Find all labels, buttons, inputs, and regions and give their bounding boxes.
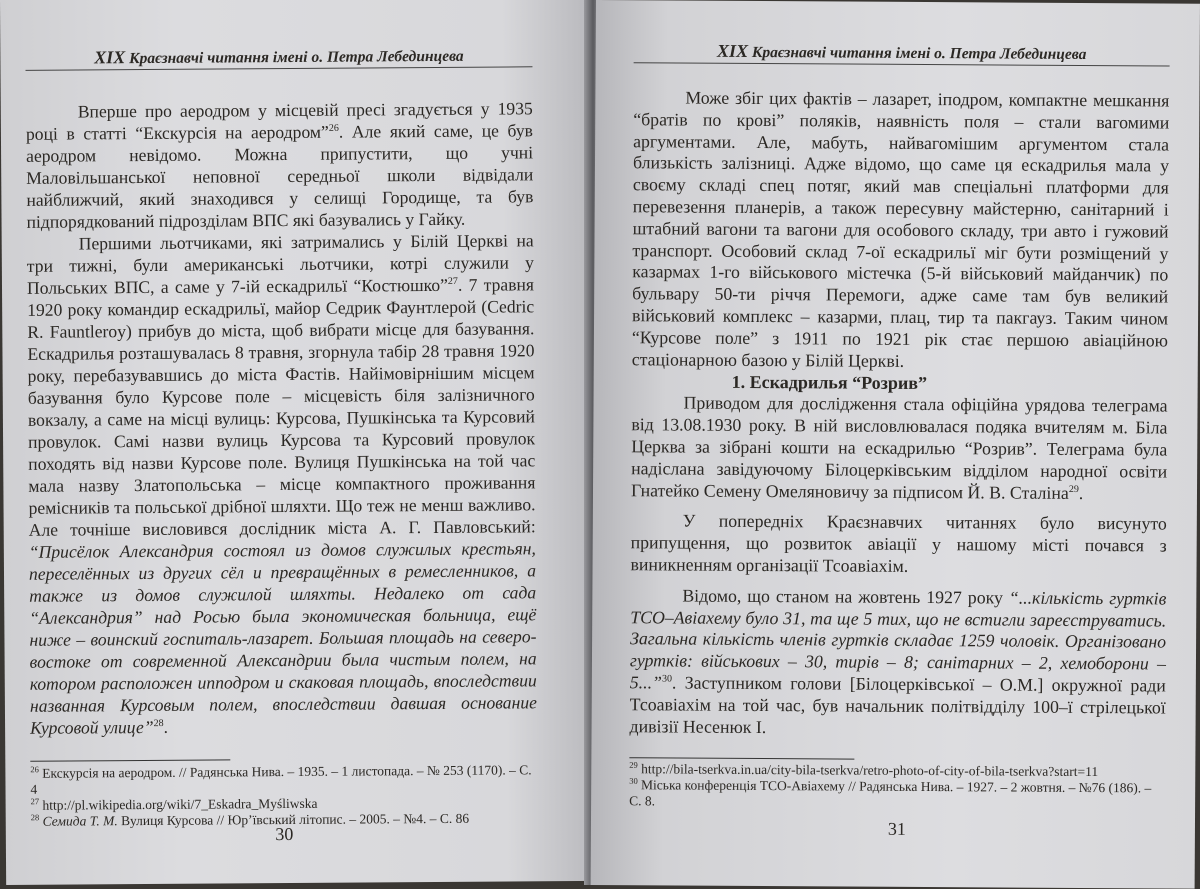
footnote-divider [629,758,854,760]
footnote-reference: 30 [661,673,673,685]
text-run: . [163,716,169,737]
footnote-divider [30,759,230,761]
text-run: Вулиця Курсова // Юр’ївський літопис. – 2005. – №4. – С. 86 [117,810,470,829]
footnote-reference: 29 [1068,483,1079,495]
footnote-reference: 28 [153,718,164,730]
paragraph [630,511,1166,580]
footnotes [629,762,1165,813]
text-run: Вперше про аеродром у місцевій пресі згадується у 1935 році в статті “Екскурсія на аеродром” [25,98,533,144]
text-run: У попередніх Краєзнавчих читаннях було висунуто припущення, що розвиток авіації у нашому місті почався з виникненням організації Тсоавіахім. [630,510,1167,576]
left-page [0,0,596,885]
header-roman-numeral: XIX [94,47,126,68]
text-run: http://pl.wikipedia.org/wiki/7_Eskadra_Myśliwska [39,795,318,813]
footnote-reference: 29 [629,760,638,771]
text-run: http://bila-tserkva.in.ua/city-bila-tserkva/retro-photo-of-city-of-bila-tserkva?start=11 [637,761,1099,780]
text-run: Приводом для дослідження стала офіційна урядова телеграма від 13.08.1930 року. В ній висловлювалася подяка вчителям м. Біла Церква за зібрані кошти на ескадрилью “Розрив”. Телеграма була надіслана завідуючому Білоцерківським відділом народної освіти Гнатейко Семену Омеляновичу за підписом Й. В. Сталіна [630,392,1168,503]
body-text-after-section [629,393,1167,741]
italic-quote: Семида Т. М. [42,813,118,829]
running-header [25,44,532,71]
header-roman-numeral: XIX [716,40,749,61]
footnotes [30,762,537,830]
body-text [26,97,537,739]
page-number: 30 [275,823,294,845]
text-run: . 7 травня 1920 року командир ескадрильї, майор Седрик Фаунтлерой (Cedric R. Fauntleroy) прибув до міста, щоб вибрати місце для базування. Ескадрилья розташувалась 8 травня, згорнула табір 28 травня 1920 року, перебазувавшись до міста Фастів. Найімовірнішим місцем базування було Курсове поле – місцевість біля залізничного вокзалу, а саме на місці вулиць: Курсова, Пушкінська та Курсовий провулок. Самі назви вулиць Курсова та Курсовий провулок походять від назви Курсове поле. Вулиця Пушкінська на той час мала назву Златопольська – місце компактного проживання ремісників та польської дрібної шляхти. Що теж не менш важливо. Але точніше висловився дослідник міста А. Г. Павловський: [27,274,536,540]
text-run: Першими льотчиками, які затримались у Білій Церкві на три тижні, були американські льотчики, котрі служили у Польських ВПС, а саме у 7-ій ескадрильї “Костюшко” [26,230,534,298]
text-run: Може збіг цих фактів – лазарет, іподром, компактне мешкання “братів по крові” поляків, наявність поля – стали вагомими аргументами. Але, мабуть, найвагомішим аргументом стала близькість залізниці. Адже відомо, що саме ця ескадрилья мала у своєму складі спец потяг, який мав спеціальні платформи для перевезення планерів, а також пересувну майстерню, санітарний і штабний вагони та вагони для особового складу, три авто і гужовий транспорт. Особовий склад 7-ої ескадрильї міг бути розміщений у казармах 1-го військового містечка (5-й військовий майданчик) по бульвару 50-ти річчя Перемоги, адже саме там був великий військовий комплекс – казарми, плац, тир та пакгауз. Таким чином “Курсове поле” з 1911 по 1921 рік стає першою авіаційною стаціонарною базою у Білій Церкві. [631,87,1170,371]
paragraph [27,229,538,739]
header-title: Краєзнавчі читання імені о. Петра Лебединцева [751,43,1087,63]
italic-quote: “Присёлок Александрия состоял из домов служилых крестьян, переселённых из других сёл и превращённых в ремесленников, а также из домов служилой шляхты. Недалеко от сада “Александрия” над Росью была экономическая больница, ещё ниже – воинский госпиталь-лазарет. Большая площадь на северо-востоке от современной Александрии была чистым полем, на котором расположен ипподром и скаковая площадь, впоследствии названная Курсовым полем, впоследствии давшая основание Курсовой улице” [28,538,537,738]
text-run: Екскурсія на аеродром. // Радянська Нива. – 1935. – 1 листопада. – № 253 (1170). – С. 4 [30,762,532,797]
page-number: 31 [887,819,907,840]
body-text-before-section [632,87,1170,374]
italic-quote: “...кількість гуртків ТСО–Авіахему було 31, та ще 5 тих, що не встигли зареєструватись. Загальна кількість членів гуртків складає 1259 чоловік. Організовано гуртків: військових – 30, тирів – 8; санітарних – 2, хемоборони – 5...” [629,587,1167,693]
paragraph [631,393,1168,505]
text-run: Міська конференція ТСО-Авіахему // Радянська Нива. – 1927. – 2 жовтня. – №76 (186). – С. 8. [629,777,1152,809]
paragraph [26,97,534,233]
text-run: . Але який саме, це був аеродром невідомо. Можна припустити, що учні Маловільшанської неповної середньої школи відвідали найближчий, який знаходився у селищі Городище, та був підпорядкований підрозділам ВПС які базувались у Гайку. [26,120,534,232]
footnote [629,778,1165,813]
footnote-reference: 27 [30,796,40,807]
text-run: . Заступником голови [Білоцерківської – О.М.] окружної ради Тсоавіахім на той час, був начальник політвідділу 100–ї стрілецької дивізії Несенюк І. [629,672,1166,737]
footnote-reference: 30 [629,776,638,787]
right-page [591,0,1200,889]
running-header [634,40,1170,66]
paragraph [632,87,1170,374]
footnote-reference: 28 [30,812,40,823]
section-heading: 1. Ескадрилья “Розрив” [731,372,928,394]
footnote-reference: 26 [328,122,339,134]
footnote-reference: 26 [30,764,39,775]
footnote-reference: 27 [447,275,458,288]
paragraph [629,585,1166,741]
header-title: Краєзнавчі читання імені о. Петра Лебединцева [129,47,464,68]
footnote [30,762,537,798]
text-run: . [1078,482,1084,503]
text-run: Відомо, що станом на жовтень 1927 року [682,585,1009,608]
